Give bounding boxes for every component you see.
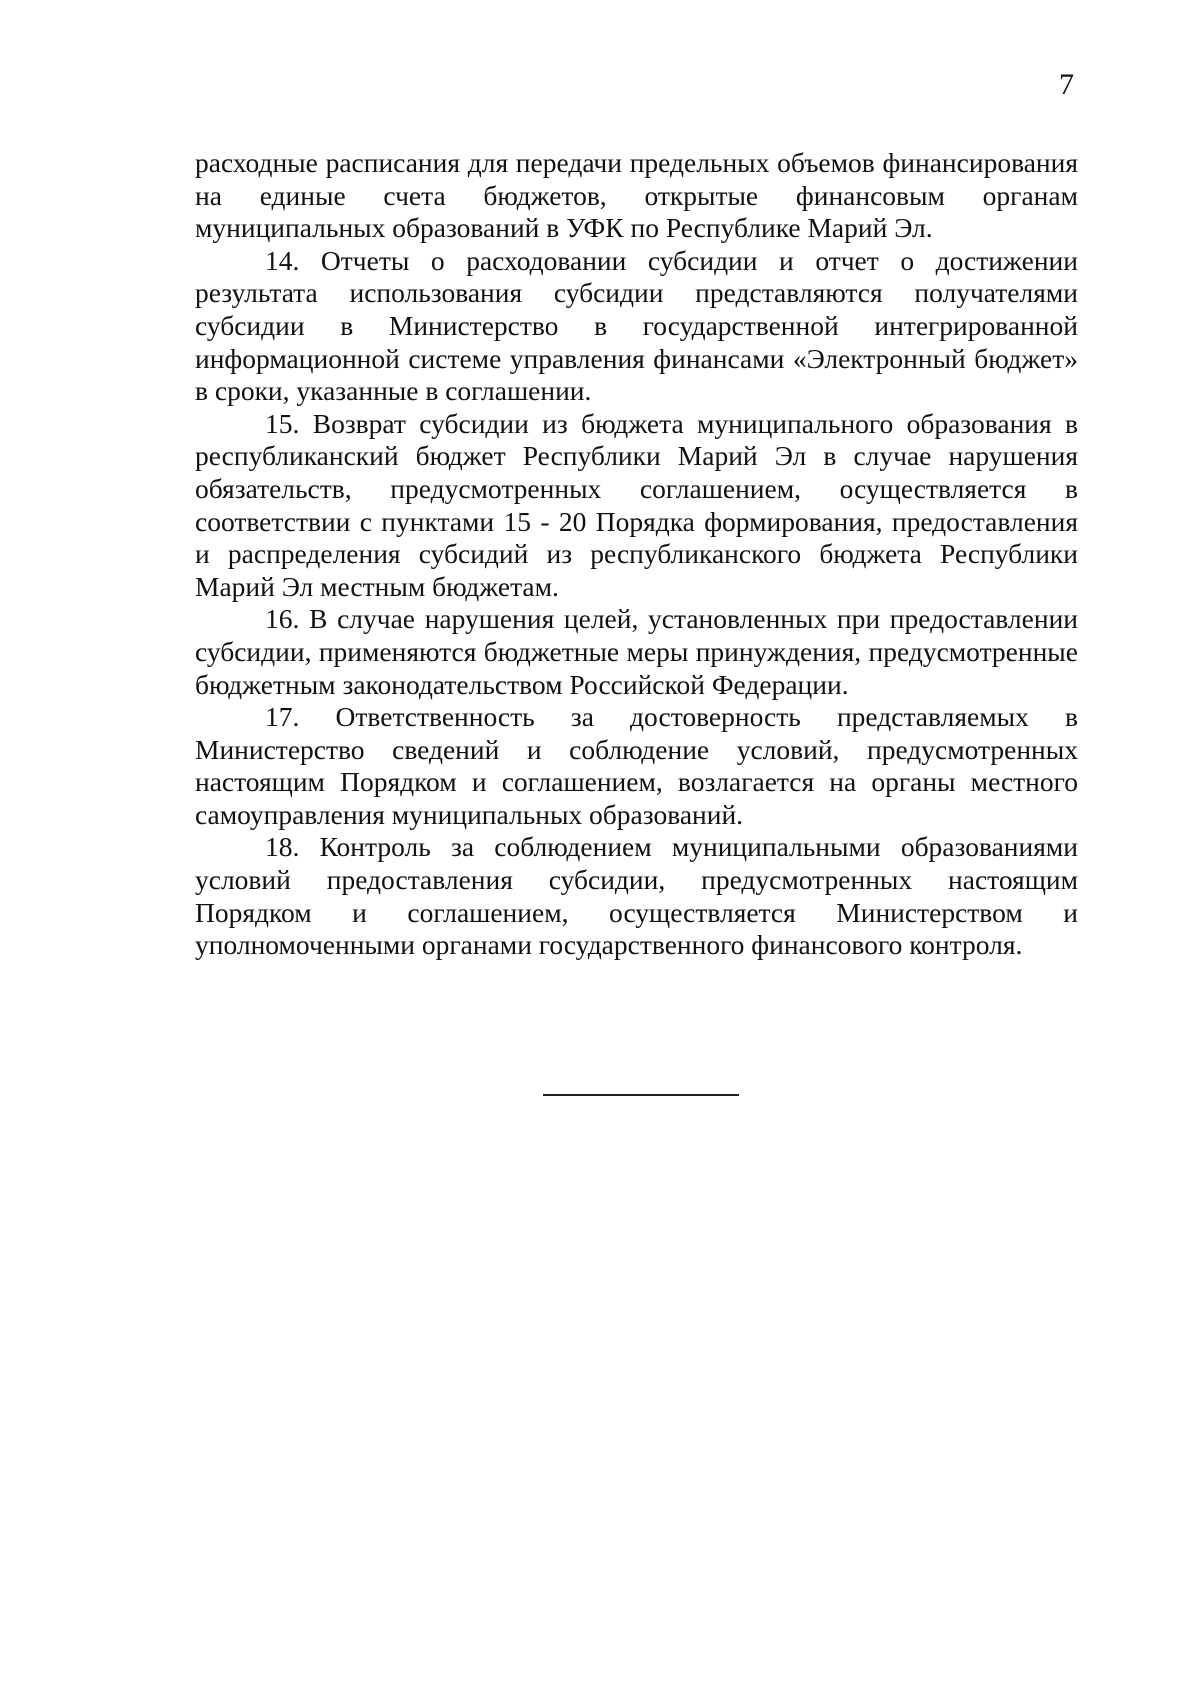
page-number: 7 <box>1059 68 1074 101</box>
paragraph-14: 14. Отчеты о расходовании субсидии и отчет о достижении результата использования субсидии представляются получателями субсидии в Министерство в государственной интегрированной информационной системе управления финансами «Электронный бюджет» в сроки, указанные в соглашении. <box>195 244 1078 407</box>
paragraph-18: 18. Контроль за соблюдением муниципальными образованиями условий предоставления субсидии, предусмотренных настоящим Порядком и соглашением, осуществляется Министерством и уполномоченными органами государственного финансового контроля. <box>195 831 1078 961</box>
document-body <box>195 147 1078 962</box>
paragraph-continuation: расходные расписания для передачи предельных объемов финансирования на единые счета бюджетов, открытые финансовым органам муниципальных образований в УФК по Республике Марий Эл. <box>195 147 1078 244</box>
paragraph-16: 16. В случае нарушения целей, установленных при предоставлении субсидии, применяются бюджетные меры принуждения, предусмотренные бюджетным законодательством Российской Федерации. <box>195 603 1078 700</box>
paragraph-17: 17. Ответственность за достоверность представляемых в Министерство сведений и соблюдение условий, предусмотренных настоящим Порядком и соглашением, возлагается на органы местного самоуправления муниципальных образований. <box>195 701 1078 830</box>
end-of-document-rule <box>543 1094 739 1096</box>
paragraph-15: 15. Возврат субсидии из бюджета муниципального образования в республиканский бюджет Республики Марий Эл в случае нарушения обязательств, предусмотренных соглашением, осуществляется в соответствии с пунктами 15 - 20 Порядка формирования, предоставления и распределения субсидий из республиканского бюджета Республики Марий Эл местным бюджетам. <box>195 407 1078 602</box>
